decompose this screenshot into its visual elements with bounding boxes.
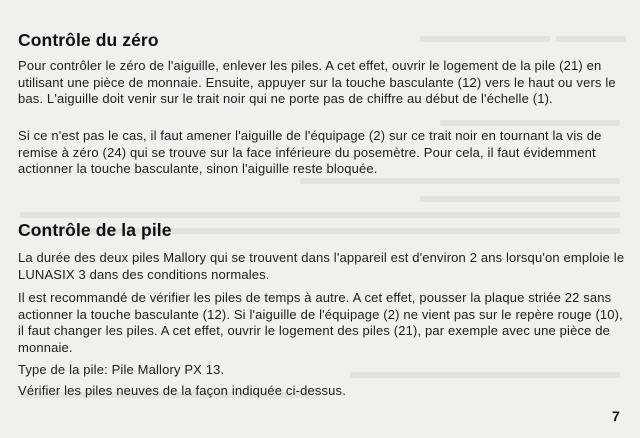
paragraph-zero-adjustment: Si ce n'est pas le cas, il faut amener l'aiguille de l'équipage (2) sur ce trait noir en tournant la vis de remise à zéro (24) qui se trouve sur la face inférieure du posemètre. Pour cela, il faut évidemment actionner la touche basculante, sinon l'aiguille reste bloquée. bbox=[18, 128, 602, 176]
paragraph-battery-check-procedure: Il est recommandé de vérifier les piles de temps à autre. A cet effet, pousser la plaque striée 22 sans actionner la touche basculante (12). Si l'aiguille de l'équipage (2) ne vient pas sur le repère rouge (10), il faut changer les piles. A cet effet, ouvrir le logement des piles (21), par exemple avec une pièce de monnaie. bbox=[18, 290, 623, 355]
paragraph-battery-type: Type de la pile: Pile Mallory PX 13. bbox=[18, 362, 225, 377]
paragraph-battery-lifetime: La durée des deux piles Mallory qui se trouvent dans l'appareil est d'environ 2 ans lorsqu'on emploie le LUNASIX 3 dans des conditions normales. bbox=[18, 250, 625, 282]
paragraph-verify-new-batteries: Vérifier les piles neuves de la façon indiquée ci-dessus. bbox=[18, 383, 346, 398]
section-title-zero-check: Contrôle du zéro bbox=[18, 30, 159, 50]
page-number: 7 bbox=[612, 408, 620, 424]
paragraph-zero-check-instructions: Pour contrôler le zéro de l'aiguille, enlever les piles. A cet effet, ouvrir le logement de la pile (21) en utilisant une pièce de monnaie. Ensuite, appuyer sur la touche basculante (12) vers le haut ou vers le bas. L'aiguille doit venir sur le trait noir qui ne porte pas de chiffre au début de l'échelle (1). bbox=[18, 58, 616, 106]
section-title-battery-check: Contrôle de la pile bbox=[18, 220, 172, 240]
